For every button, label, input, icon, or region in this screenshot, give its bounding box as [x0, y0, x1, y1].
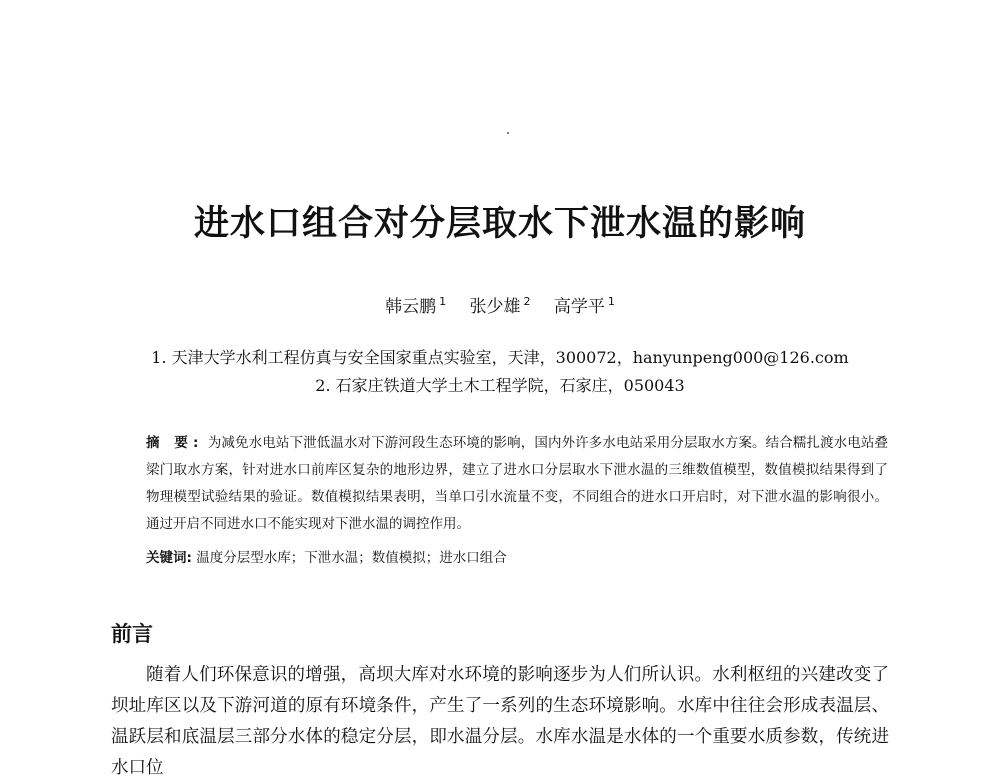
author-1	[385, 292, 446, 317]
section-heading-preface: 前言	[111, 622, 153, 646]
abstract-label: 摘 要:	[146, 435, 204, 451]
author-name: 高学平	[553, 297, 605, 317]
body-paragraph: 随着人们环保意识的增强，高坝大库对水环境的影响逐步为人们所认识。水利枢纽的兴建改变了坝址库区以及下游河道的原有环境条件，产生了一系列的生态环境影响。水库中往往会形成表温层、温跃层和底温层三部分水体的稳定分层，即水温分层。水库水温是水体的一个重要水质参数，传统进水口位	[111, 665, 889, 778]
keywords-label: 关键词:	[146, 550, 192, 566]
scan-speck	[507, 132, 509, 134]
keywords-text: 温度分层型水库；下泄水温；数值模拟；进水口组合	[196, 550, 507, 566]
keywords	[146, 546, 888, 566]
author-list	[0, 292, 1000, 317]
abstract-text: 为减免水电站下泄低温水对下游河段生态环境的影响，国内外许多水电站采用分层取水方案。结合糯扎渡水电站叠梁门取水方案，针对进水口前库区复杂的地形边界，建立了进水口分层取水下泄水温的三维数值模型，数值模拟结果得到了物理模型试验结果的验证。数值模拟结果表明，当单口引水流量不变，不同组合的进水口开启时，对下泄水温的影响很小。通过开启不同进水口不能实现对下泄水温的调控作用。	[146, 435, 888, 532]
paper-title: 进水口组合对分层取水下泄水温的影响	[193, 204, 806, 244]
author-3	[554, 292, 615, 317]
author-affiliation-mark: 2	[523, 295, 531, 308]
abstract	[146, 430, 888, 538]
author-2	[470, 292, 531, 317]
affiliation-2: 2. 石家庄铁道大学土木工程学院，石家庄，050043	[315, 376, 685, 395]
author-affiliation-mark: 1	[439, 295, 447, 308]
author-affiliation-mark: 1	[607, 295, 615, 308]
author-name: 张少雄	[469, 297, 521, 317]
author-name: 韩云鹏	[385, 297, 437, 317]
affiliation-1: 1. 天津大学水利工程仿真与安全国家重点实验室，天津，300072，hanyunpeng000@126.com	[151, 348, 849, 367]
